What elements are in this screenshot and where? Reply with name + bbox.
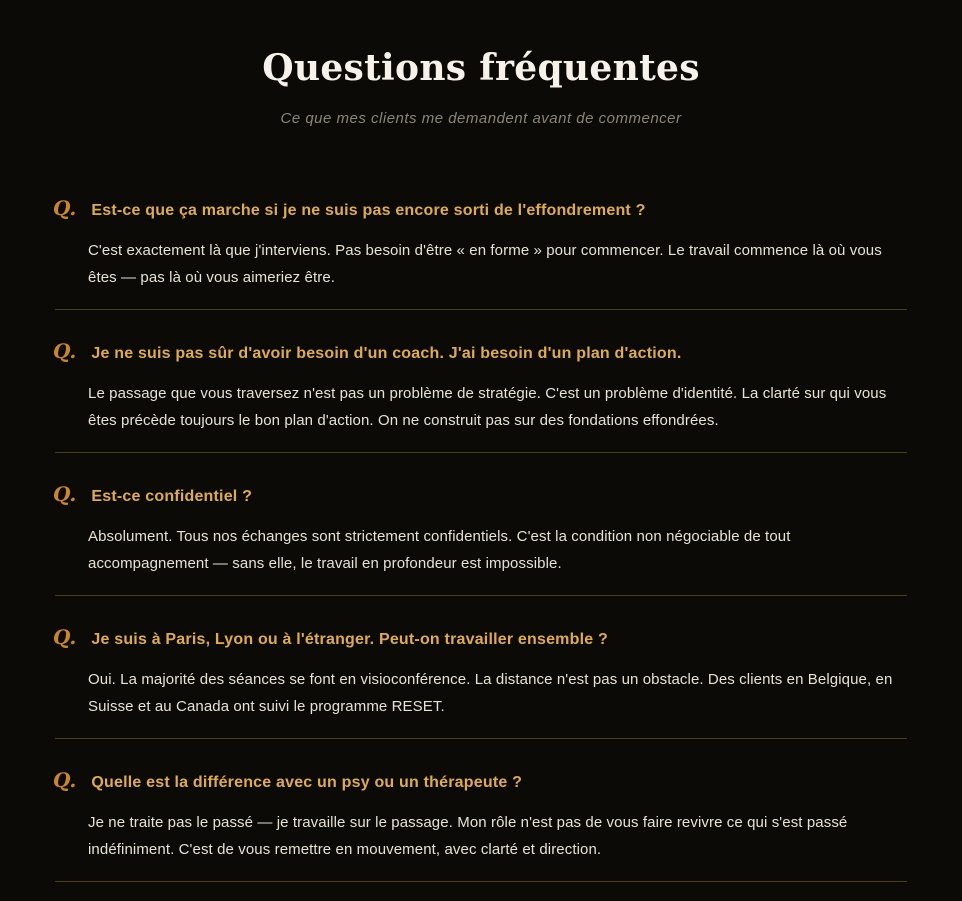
q-mark-icon: Q.	[53, 768, 77, 792]
faq-item	[55, 625, 907, 739]
page-title: Questions fréquentes	[262, 47, 700, 89]
faq-question-row	[53, 768, 907, 794]
faq-item	[55, 768, 907, 882]
faq-question-row	[53, 196, 907, 222]
faq-question: Est-ce que ça marche si je ne suis pas encore sorti de l'effondrement ?	[91, 202, 646, 219]
faq-answer: Oui. La majorité des séances se font en visioconférence. La distance n'est pas un obstacle. Des clients en Belgique, en Suisse et au Canada ont suivi le programme RESET.	[88, 671, 893, 715]
faq-item	[55, 196, 907, 310]
q-mark-icon: Q.	[53, 196, 77, 220]
faq-item	[55, 339, 907, 453]
faq-answer: Le passage que vous traversez n'est pas un problème de stratégie. C'est un problème d'identité. La clarté sur qui vous êtes précède toujours le bon plan d'action. On ne construit pas sur des fondations effondrées.	[88, 385, 887, 429]
faq-answer: Absolument. Tous nos échanges sont strictement confidentiels. C'est la condition non négociable de tout accompagnement — sans elle, le travail en profondeur est impossible.	[88, 528, 791, 572]
faq-answer: Je ne traite pas le passé — je travaille sur le passage. Mon rôle n'est pas de vous faire revivre ce qui s'est passé indéfiniment. C'est de vous remettre en mouvement, avec clarté et direction.	[88, 814, 848, 858]
page-subtitle: Ce que mes clients me demandent avant de commencer	[280, 110, 682, 127]
section-header	[55, 46, 907, 130]
faq-list	[55, 196, 907, 882]
faq-question-row	[53, 625, 907, 651]
q-mark-icon: Q.	[53, 482, 77, 506]
q-mark-icon: Q.	[53, 625, 77, 649]
faq-item	[55, 482, 907, 596]
faq-answer: C'est exactement là que j'interviens. Pas besoin d'être « en forme » pour commencer. Le travail commence là où vous êtes — pas là où vous aimeriez être.	[88, 242, 882, 286]
faq-question-row	[53, 339, 907, 365]
q-mark-icon: Q.	[53, 339, 77, 363]
faq-container	[55, 0, 907, 882]
faq-question-row	[53, 482, 907, 508]
faq-question: Est-ce confidentiel ?	[91, 488, 253, 505]
faq-question: Je ne suis pas sûr d'avoir besoin d'un coach. J'ai besoin d'un plan d'action.	[91, 345, 682, 362]
faq-question: Je suis à Paris, Lyon ou à l'étranger. Peut-on travailler ensemble ?	[91, 631, 608, 648]
faq-question: Quelle est la différence avec un psy ou un thérapeute ?	[91, 774, 523, 791]
